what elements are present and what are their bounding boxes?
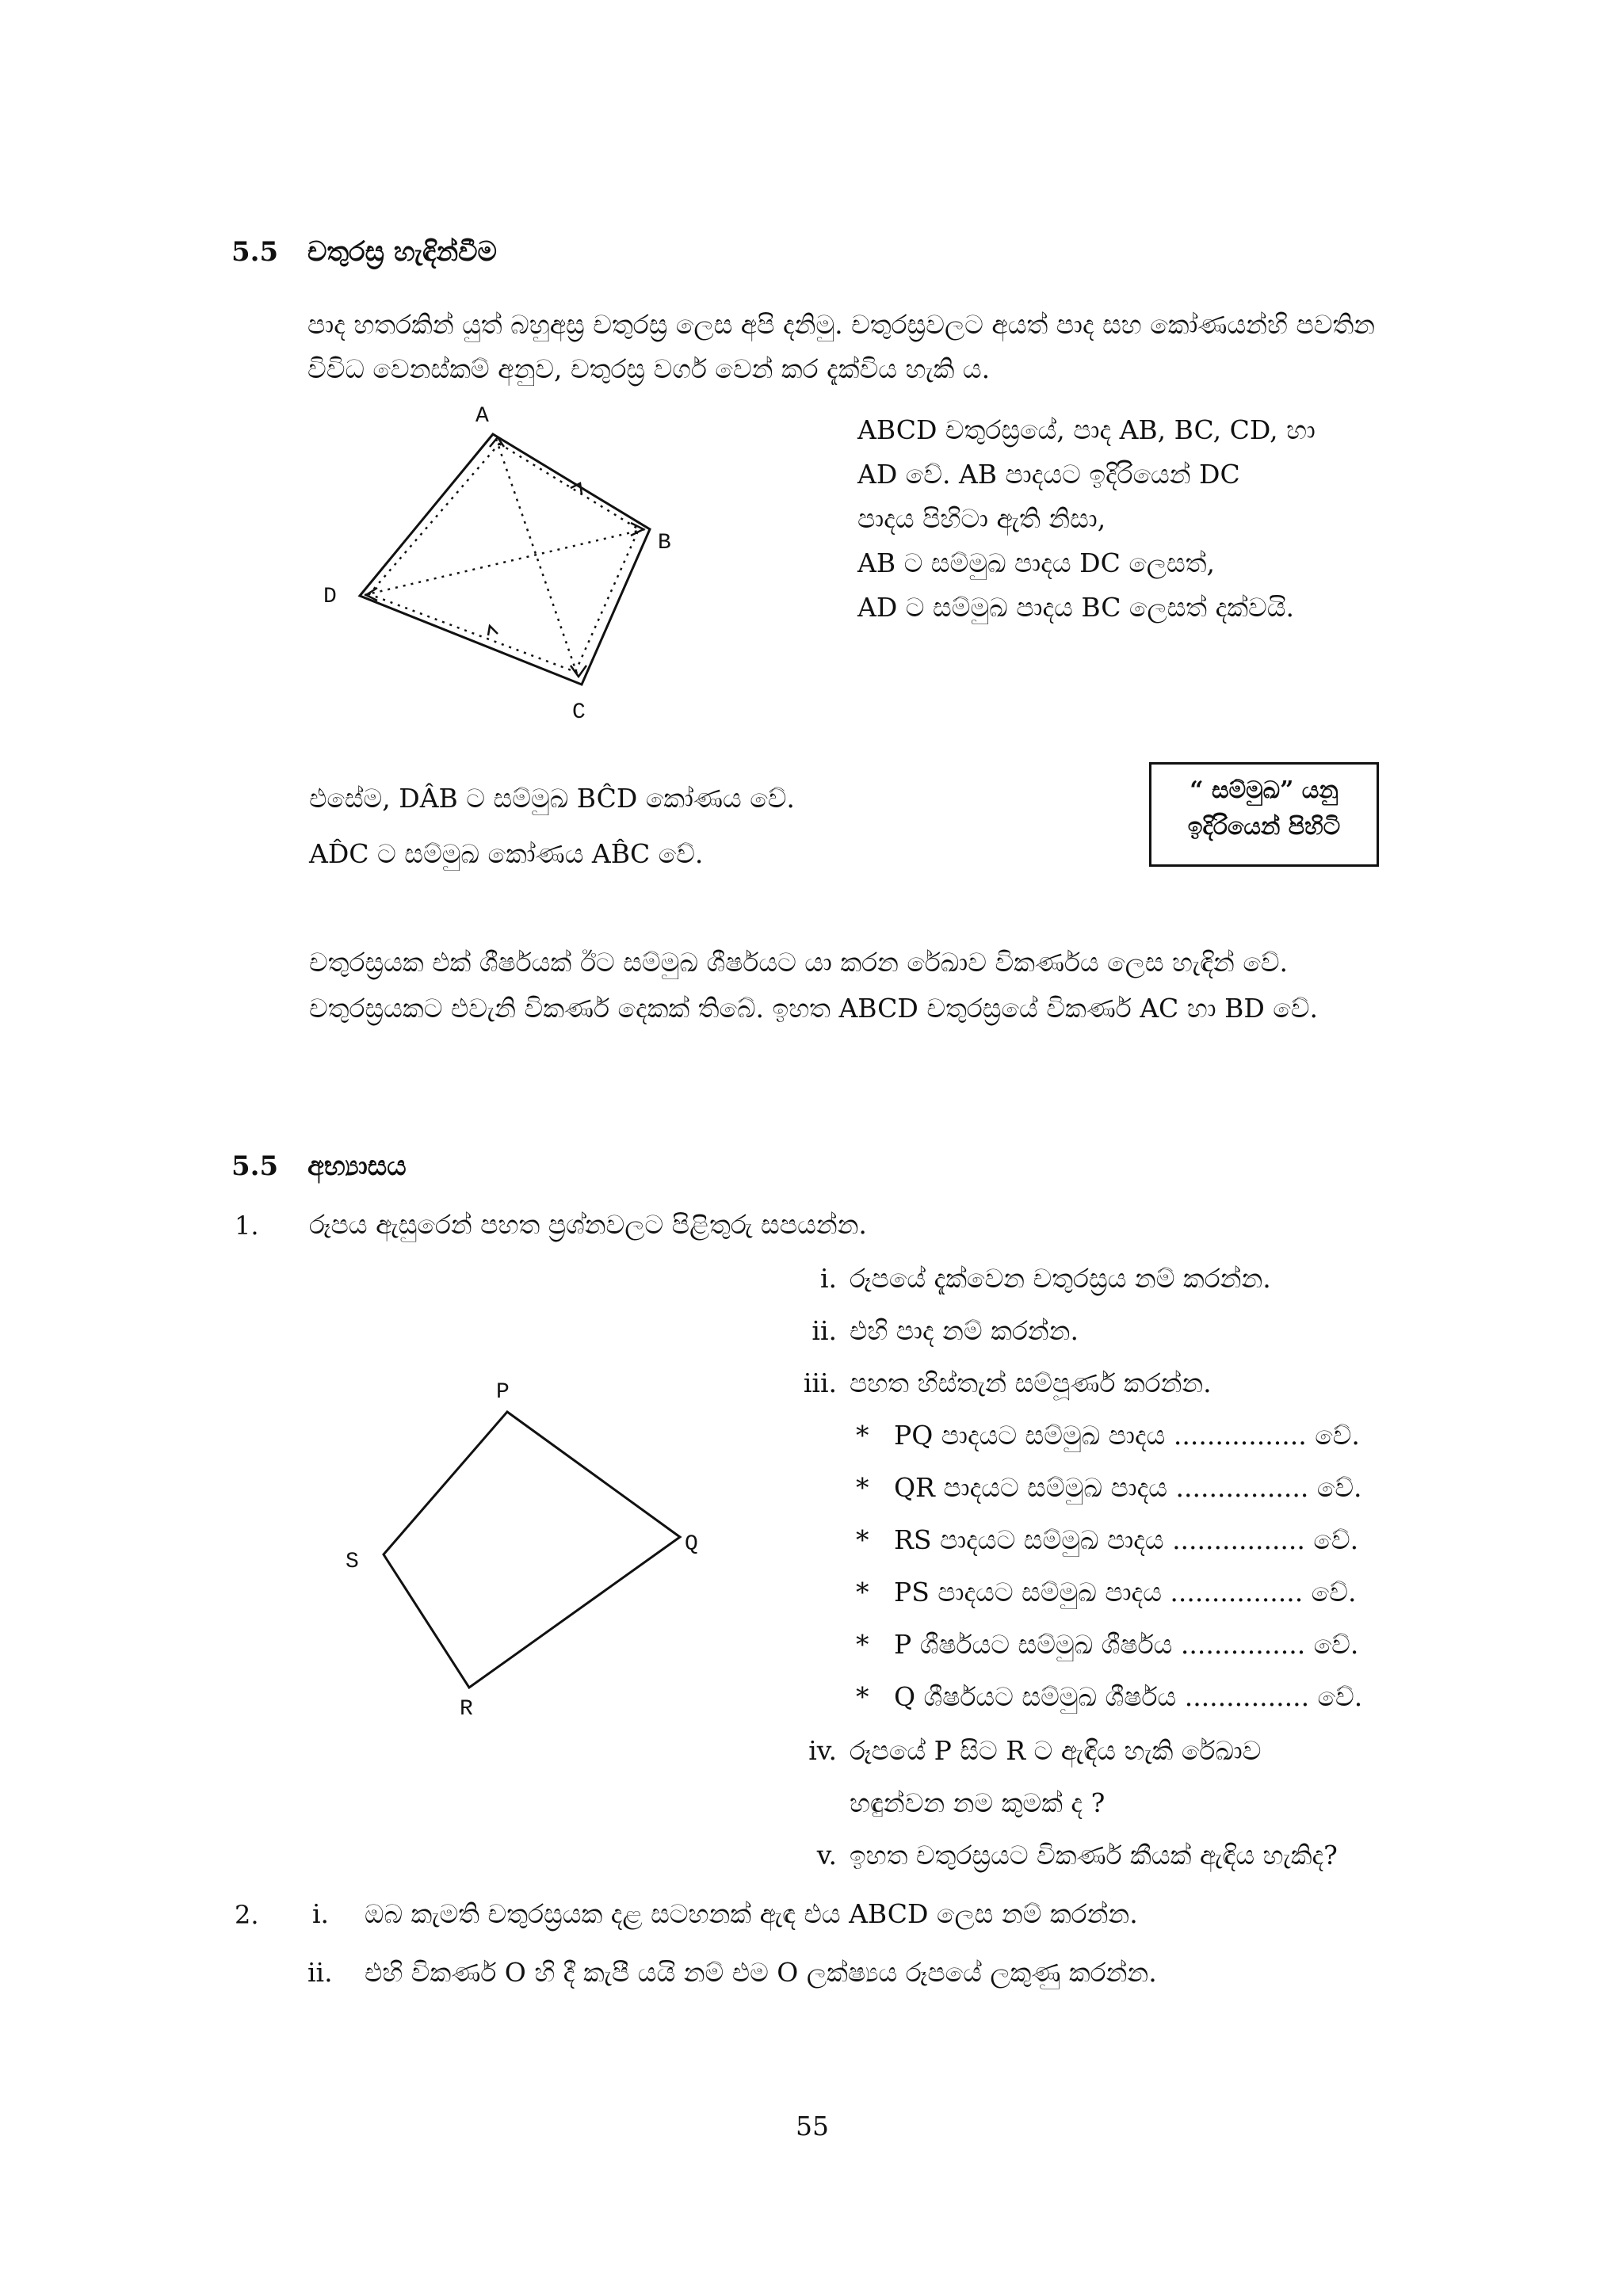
- blank-star: *: [856, 1681, 869, 1712]
- vertex-label-d: D: [323, 585, 337, 609]
- vertex-label-s: S: [346, 1550, 359, 1574]
- vertex-label-a: A: [475, 404, 489, 429]
- item-iii-text: පහත හිස්තැන් සම්පූර්ණ කරන්න.: [850, 1367, 1212, 1398]
- description-line: AD ට සම්මුඛ පාදය BC ලෙසත් දක්වයි.: [857, 592, 1294, 623]
- blank-line: RS පාදයට සම්මුඛ පාදය ................ වේ.: [894, 1524, 1359, 1555]
- item-ii-text: එහි පාද නම් කරන්න.: [850, 1315, 1079, 1346]
- item-iv-line-1: රූපයේ P සිට R ට ඇඳිය හැකි රේඛාව: [850, 1735, 1262, 1766]
- exercise-title: අභ්‍යාසය: [307, 1150, 407, 1182]
- blank-star: *: [856, 1472, 869, 1503]
- blank-line: QR පාදයට සම්මුඛ පාදය ................ වේ.: [894, 1472, 1362, 1503]
- vertex-label-c: C: [572, 700, 586, 725]
- blank-star: *: [856, 1420, 869, 1451]
- vertex-label-b: B: [658, 531, 671, 555]
- blank-star: *: [856, 1577, 869, 1608]
- definition-note-box: [1149, 762, 1379, 867]
- q2-item-i-mark: i.: [312, 1898, 330, 1929]
- angles-line-2: AD̂C ට සම්මුඛ කෝණය AB̂C වේ.: [309, 838, 704, 869]
- blank-star: *: [856, 1524, 869, 1555]
- blank-line: P ශීර්ෂයට සම්මුඛ ශීර්ෂය ............... වේ.: [894, 1629, 1359, 1660]
- item-v-mark: v.: [816, 1840, 837, 1871]
- blank-line: Q ශීර්ෂයට සම්මුඛ ශීර්ෂය ............... වේ.: [894, 1681, 1363, 1712]
- question-1-number: 1.: [235, 1211, 259, 1241]
- item-iii-mark: iii.: [803, 1367, 837, 1398]
- item-ii-mark: ii.: [812, 1315, 837, 1346]
- blank-line: PQ පාදයට සම්මුඛ පාදය ................ වේ.: [894, 1420, 1360, 1451]
- note-line: ඉදිරියෙන් පිහිටි: [1187, 813, 1341, 841]
- diagonal-paragraph: චතුරස්‍රයක එක් ශීර්ෂයක් ඊට සම්මුඛ ශීර්ෂයට යා කරන රේඛාව විකර්ණය ලෙස හැඳින් වේ. චතුරස්‍රයකට එවැනි විකර්ණ දෙකක් තිබේ. ඉහත ABCD චතුරස්‍රයේ විකර්ණ AC හා BD වේ.: [309, 947, 1318, 1024]
- item-i-text: රූපයේ දැක්වෙන චතුරස්‍රය නම් කරන්න.: [850, 1263, 1271, 1294]
- item-iv-line-2: හඳුන්වන නම කුමක් ද ?: [850, 1787, 1106, 1818]
- item-iv-mark: iv.: [808, 1735, 837, 1766]
- description-line: ABCD චතුරස්‍රයේ, පාද AB, BC, CD, හා: [857, 414, 1316, 445]
- blank-star: *: [856, 1629, 869, 1660]
- q2-item-ii-text: එහි විකර්ණ O හි දී කැපී යයි නම් එම O ලක්ෂ්‍යය රූපයේ ලකුණු කරන්න.: [365, 1957, 1157, 1988]
- item-v-text: ඉහත චතුරස්‍රයට විකර්ණ කීයක් ඇඳිය හැකිද?: [850, 1840, 1338, 1871]
- section-title: චතුරස්‍ර හැඳින්වීම: [307, 236, 497, 268]
- quadrilateral-abcd-figure: [309, 396, 721, 737]
- exercise-number: 5.5: [231, 1150, 279, 1182]
- description-line: AB ට සම්මුඛ පාදය DC ලෙසත්,: [857, 547, 1215, 578]
- vertex-label-q: Q: [685, 1532, 698, 1557]
- angles-line-1: එසේම, DÂB ට සම්මුඛ BĈD කෝණය වේ.: [309, 783, 795, 814]
- vertex-label-r: R: [460, 1697, 473, 1722]
- q2-item-ii-mark: ii.: [307, 1957, 333, 1988]
- figure1-description: [857, 408, 1412, 630]
- description-line: පාදය පිහිටා ඇති නිසා,: [857, 503, 1106, 534]
- intro-paragraph: පාද හතරකින් යුත් බහුඅස්‍ර චතුරස්‍ර ලෙස අපි දනිමු. චතුරස්‍රවලට අයත් පාද සහ කෝණයන්හි පවතින විවිධ වෙනස්කම් අනුව, චතුරස්‍ර වර්ග වෙන් කර දැක්විය හැකි ය.: [307, 309, 1376, 384]
- description-line: AD වේ. AB පාදයට ඉදිරියෙන් DC: [857, 459, 1240, 490]
- blank-line: PS පාදයට සම්මුඛ පාදය ................ වේ.: [894, 1577, 1357, 1608]
- question-2-number: 2.: [235, 1900, 259, 1930]
- note-line: “ සම්මුඛ” යනු: [1190, 776, 1338, 804]
- vertex-label-p: P: [496, 1380, 510, 1405]
- section-number: 5.5: [231, 236, 279, 268]
- quadrilateral-pqrs-figure: [333, 1371, 729, 1727]
- q2-item-i-text: ඔබ කැමති චතුරස්‍රයක දළ සටහනක් ඇඳ එය ABCD ලෙස නම් කරන්න.: [365, 1898, 1138, 1929]
- question-1-text: රූපය ඇසුරෙන් පහත ප්‍රශ්නවලට පිළිතුරු සපයන්න.: [309, 1209, 867, 1240]
- item-i-mark: i.: [819, 1263, 837, 1294]
- page-number: 55: [796, 2111, 829, 2142]
